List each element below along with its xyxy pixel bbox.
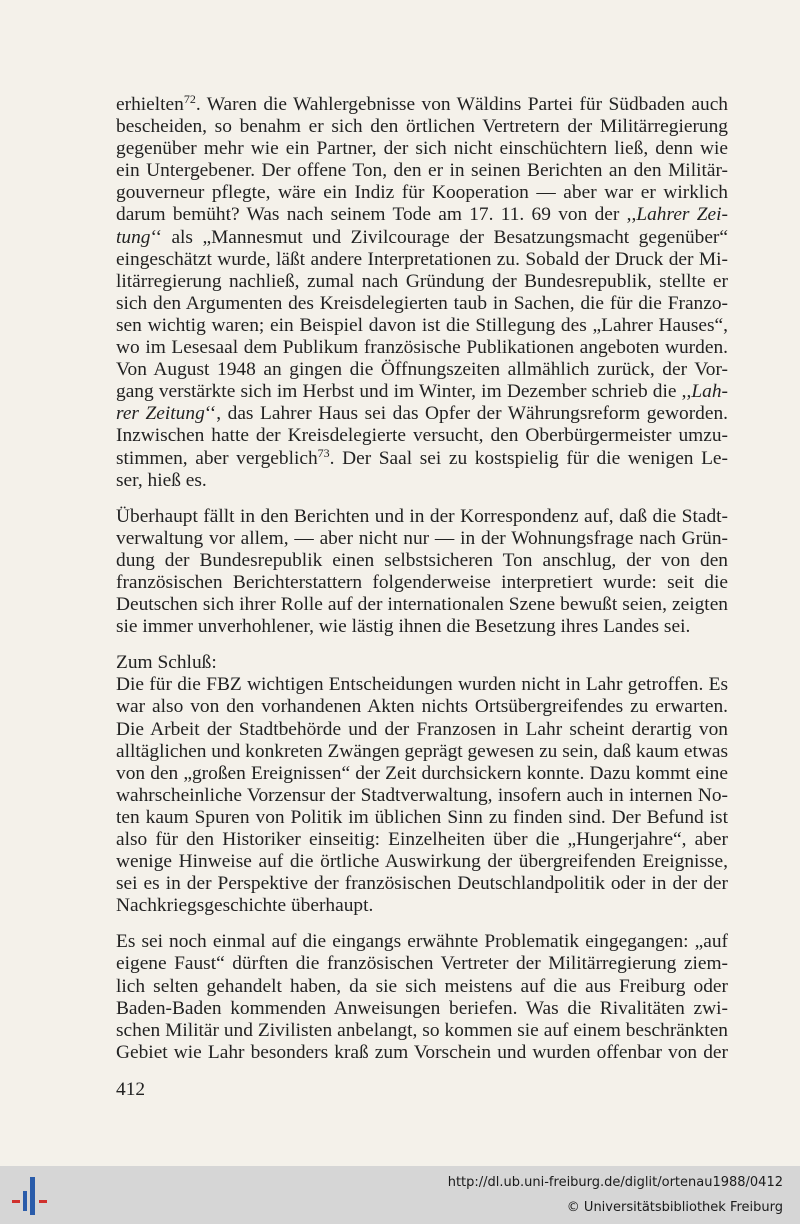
text-line bbox=[116, 381, 728, 403]
text-line bbox=[116, 470, 728, 492]
footer-copyright: © Universitätsbibliothek Freiburg bbox=[566, 1200, 783, 1215]
text-segment: eigene Faust“ dürften die französischen Vertreter der Militärregierung ziem- bbox=[116, 953, 728, 975]
paragraph bbox=[116, 931, 728, 1064]
text-line bbox=[116, 359, 728, 381]
text-segment: . Der Saal sei zu kostspielig für die wenigen Le- bbox=[329, 447, 728, 469]
text-segment: sei es in der Perspektive der französischen Deutschlandpolitik oder in der der bbox=[116, 873, 728, 895]
text-line bbox=[116, 160, 728, 182]
text-segment: verwaltung vor allem, — aber nicht nur — in der Wohnungsfrage nach Grün- bbox=[116, 527, 728, 549]
footer-bar bbox=[0, 1166, 800, 1224]
italic-text: Lah- bbox=[691, 381, 728, 403]
text-line bbox=[116, 403, 728, 425]
page-number: 412 bbox=[116, 1079, 146, 1100]
text-segment: von den „großen Ereignissen“ der Zeit durchsickern konnte. Dazu kommt eine bbox=[116, 762, 728, 784]
text-segment: ein Untergebener. Der offene Ton, den er in seinen Berichten an den Militär- bbox=[116, 160, 728, 182]
text-segment: sen wichtig waren; ein Beispiel davon ist die Stillegung des „Lahrer Hauses“, bbox=[116, 314, 728, 336]
text-segment: . Waren die Wahlergebnisse von Wäldins Partei für Südbaden auch bbox=[195, 94, 728, 115]
text-segment: bescheiden, so benahm er sich den örtlichen Vertretern der Militärregierung bbox=[116, 116, 728, 138]
text-segment: ‘‘, das Lahrer Haus sei das Opfer der Währungsreform geworden. bbox=[204, 403, 728, 425]
text-segment: Gebiet wie Lahr besonders kraß zum Vorschein und wurden offenbar von der bbox=[116, 1041, 728, 1063]
footnote-reference: 73 bbox=[317, 445, 330, 460]
text-segment: gang verstärkte sich im Herbst und im Winter, im Dezember schrieb die ,, bbox=[116, 381, 692, 403]
text-line bbox=[116, 851, 728, 873]
text-line bbox=[116, 94, 728, 116]
text-segment: dung der Bundesrepublik einen selbstsicheren Ton anschlug, der von den bbox=[116, 549, 728, 571]
italic-text: Lahrer Zei- bbox=[636, 204, 728, 226]
text-segment: französischen Berichterstattern folgenderweise interpretiert wurde: seit die bbox=[116, 571, 728, 593]
text-segment: Überhaupt fällt in den Berichten und in der Korrespondenz auf, daß die Stadt- bbox=[116, 505, 728, 527]
text-segment: also für den Historiker einseitig: Einzelheiten über die „Hungerjahre“, aber bbox=[116, 829, 728, 850]
text-line bbox=[116, 138, 728, 160]
text-line bbox=[116, 998, 728, 1020]
text-line bbox=[116, 873, 728, 895]
footnote-reference: 72 bbox=[183, 92, 196, 106]
text-line bbox=[116, 572, 728, 594]
text-line bbox=[116, 931, 728, 953]
text-line bbox=[116, 445, 728, 470]
text-segment: wenige Hinweise auf die örtliche Auswirkung der übergreifenden Ereignisse, bbox=[116, 851, 728, 873]
footer-url-link[interactable]: http://dl.ub.uni-freiburg.de/diglit/ortenau1988/0412 bbox=[447, 1175, 783, 1190]
text-segment: gegenüber mehr wie ein Partner, der sich nicht einschüchtern ließ, denn wie bbox=[116, 138, 728, 160]
text-line bbox=[116, 271, 728, 293]
text-segment: ser, hieß es. bbox=[116, 469, 207, 491]
text-segment: sie immer unverhohlener, wie lästig ihnen die Besetzung ihres Landes sei. bbox=[116, 616, 691, 638]
text-column bbox=[116, 94, 728, 1078]
text-segment: schen Militär und Zivilisten anbelangt, so kommen sie auf einem beschränkten bbox=[116, 1019, 728, 1041]
text-line bbox=[116, 116, 728, 138]
text-line bbox=[116, 976, 728, 998]
text-line bbox=[116, 895, 728, 917]
text-segment: Die für die FBZ wichtigen Entscheidungen wurden nicht in Lahr getroffen. Es bbox=[116, 674, 728, 696]
text-line bbox=[116, 227, 728, 249]
text-segment: Die Arbeit der Stadtbehörde und der Franzosen in Lahr scheint derartig von bbox=[116, 718, 728, 740]
text-segment: gouverneur pflegte, wäre ein Indiz für Kooperation — aber war er wirklich bbox=[116, 182, 728, 204]
italic-text: rer Zeitung bbox=[116, 403, 205, 425]
text-segment: Es sei noch einmal auf die eingangs erwähnte Problematik eingegangen: „auf bbox=[116, 931, 728, 953]
text-line bbox=[116, 763, 728, 785]
text-segment: Inzwischen hatte der Kreisdelegierte versucht, den Oberbürgermeister umzu- bbox=[116, 425, 728, 447]
text-segment: eingeschätzt wurde, läßt andere Interpretationen zu. Sobald der Druck der Mi- bbox=[116, 248, 728, 270]
text-segment: erhielten bbox=[116, 94, 184, 115]
paragraph bbox=[116, 506, 728, 639]
text-segment: war also von den vorhandenen Akten nichts Ortsübergreifendes zu erwarten. bbox=[116, 696, 728, 718]
text-line bbox=[116, 785, 728, 807]
paragraph bbox=[116, 652, 728, 917]
text-line bbox=[116, 182, 728, 204]
library-logo-icon bbox=[8, 1173, 52, 1217]
text-segment: Von August 1948 an gingen die Öffnungszeiten allmählich zurück, der Vor- bbox=[116, 359, 728, 381]
text-line bbox=[116, 1020, 728, 1042]
text-line bbox=[116, 528, 728, 550]
text-line bbox=[116, 807, 728, 829]
text-segment: Deutschen sich ihrer Rolle auf der internationalen Szene bewußt seien, zeigten bbox=[116, 594, 728, 616]
text-line bbox=[116, 315, 728, 337]
text-line bbox=[116, 616, 728, 638]
section-heading: Zum Schluß: bbox=[116, 652, 217, 674]
text-line bbox=[116, 425, 728, 447]
text-line bbox=[116, 829, 728, 851]
text-line bbox=[116, 1042, 728, 1064]
text-line bbox=[116, 293, 728, 315]
text-segment: Baden-Baden kommenden Anweisungen beriefen. Was die Rivalitäten zwi- bbox=[116, 997, 728, 1019]
text-line bbox=[116, 741, 728, 763]
text-segment: stimmen, aber vergeblich bbox=[116, 447, 318, 469]
text-line bbox=[116, 337, 728, 359]
text-segment: sich den Argumenten des Kreisdelegierten taub in Sachen, die für die Franzo- bbox=[116, 292, 728, 314]
text-segment: wahrscheinliche Vorzensur der Stadtverwaltung, insofern auch in internen No- bbox=[116, 784, 728, 806]
paragraph bbox=[116, 94, 728, 492]
text-segment: lich selten gehandelt haben, da sie sich meistens auf die aus Freiburg oder bbox=[116, 975, 728, 997]
text-segment: litärregierung nachließ, zumal nach Gründung der Bundesrepublik, stellte er bbox=[116, 270, 728, 292]
text-line bbox=[116, 204, 728, 226]
text-line bbox=[116, 506, 728, 528]
text-line bbox=[116, 953, 728, 975]
text-segment: wo im Lesesaal dem Publikum französische Publikationen angeboten wurden. bbox=[116, 337, 728, 359]
text-line bbox=[116, 550, 728, 572]
text-segment: ‘‘ als „Mannesmut und Zivilcourage der Besatzungsmacht gegenüber“ bbox=[150, 226, 728, 248]
text-line bbox=[116, 719, 728, 741]
text-line bbox=[116, 674, 728, 696]
text-segment: ten kaum Spuren von Politik im üblichen Sinn zu finden sind. Der Befund ist bbox=[116, 806, 728, 828]
text-line bbox=[116, 249, 728, 271]
text-line bbox=[116, 696, 728, 718]
text-segment: alltäglichen und konkreten Zwängen geprägt gewesen zu sein, daß kaum etwas bbox=[116, 740, 728, 762]
text-segment: Nachkriegsgeschichte überhaupt. bbox=[116, 895, 374, 917]
italic-text: tung bbox=[116, 226, 151, 248]
text-line bbox=[116, 594, 728, 616]
text-segment: darum bemüht? Was nach seinem Tode am 17. 11. 69 von der ,, bbox=[116, 204, 637, 226]
